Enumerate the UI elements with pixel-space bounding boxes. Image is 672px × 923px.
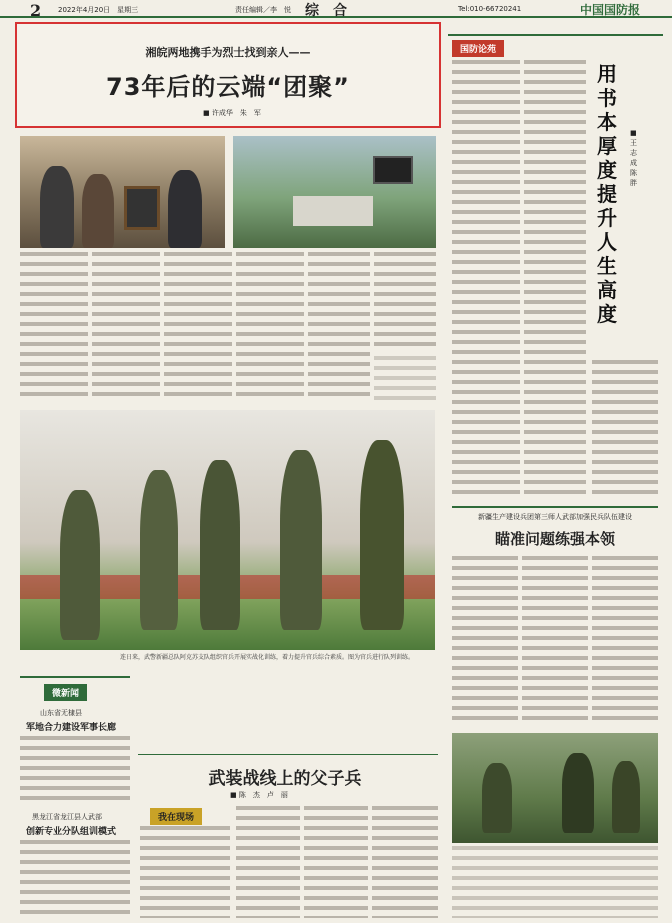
memorial-portrait-frame — [124, 186, 160, 230]
xinjiang-photo-caption — [452, 846, 658, 918]
contact-tel: Tel:010-66720241 — [458, 5, 522, 13]
paper-logo: 中国国防报 — [580, 3, 641, 17]
xinjiang-headline[interactable]: 瞄准问题练强本领 — [494, 530, 615, 548]
drill-training-photo — [20, 410, 435, 650]
bottom-text-col3 — [304, 806, 368, 918]
defense-forum-title[interactable]: 用书本厚度提升人生高度 — [597, 62, 617, 326]
cemetery-video-call-photo — [233, 136, 436, 248]
lead-byline: ■ 许成华 朱 军 — [203, 109, 261, 117]
xinjiang-kicker: 新疆生产建设兵团第三师人武部加强民兵队伍建设 — [478, 513, 632, 521]
family-portrait-photo — [20, 136, 225, 248]
lead-text-col4 — [236, 252, 304, 402]
bottom-text-col4 — [372, 806, 438, 918]
briefs-label: 微新闻 — [44, 684, 87, 701]
brief2-headline[interactable]: 创新专业分队组训模式 — [26, 827, 117, 837]
masthead — [0, 0, 672, 18]
forum-text-col3 — [592, 360, 658, 500]
brief1-text — [20, 736, 130, 806]
drill-photo-caption: 连日来，武警新疆总队阿克苏支队组织官兵开展实战化训练，着力提升官兵综合素质。图为官兵进行队列训练。 — [120, 654, 415, 661]
xinjiang-training-photo — [452, 733, 658, 843]
brief1-headline[interactable]: 军地合力建设军事长廊 — [26, 723, 117, 733]
section-title: 综 合 — [305, 3, 347, 19]
on-site-label: 我在现场 — [150, 808, 202, 825]
lead-kicker: 湘皖两地携手为烈士找到亲人—— — [145, 46, 311, 59]
brief1-kicker: 山东省无棣县 — [40, 709, 82, 717]
issue-date: 2022年4月20日 星期三 — [58, 6, 139, 14]
xinjiang-text-col2 — [522, 556, 588, 726]
lead-text-col2 — [92, 252, 160, 402]
lead-text-col5 — [308, 252, 370, 402]
xinjiang-text-col3 — [592, 556, 658, 726]
bottom-text-col1 — [140, 826, 230, 918]
phone-screen — [373, 156, 413, 184]
xinjiang-rule — [452, 506, 658, 508]
xinjiang-text-col1 — [452, 556, 518, 726]
lead-headline[interactable]: 73年后的云端“团聚” — [106, 73, 350, 101]
brief2-kicker: 黑龙江省龙江县人武部 — [32, 813, 102, 821]
bottom-rule — [138, 754, 438, 755]
lead-text-col3 — [164, 252, 232, 402]
defense-forum-author: ■王志成 陈 胖 — [630, 129, 644, 187]
editor-credit: 责任编辑／李 悦 — [235, 6, 291, 14]
bottom-headline[interactable]: 武装战线上的父子兵 — [208, 769, 362, 789]
lead-text-col6 — [374, 252, 436, 352]
page-number: 2 — [30, 1, 42, 20]
bottom-text-col2 — [236, 806, 300, 918]
forum-text-col1 — [452, 60, 520, 500]
brief2-text — [20, 840, 130, 918]
lead-text-col1 — [20, 252, 88, 402]
briefs-rule — [20, 676, 130, 678]
lead-headline-box[interactable] — [15, 22, 441, 128]
forum-text-col2 — [524, 60, 586, 500]
defense-forum-label: 国防论苑 — [452, 40, 504, 57]
bottom-byline: ■ 陈 杰 卢 丽 — [230, 791, 288, 799]
photo-credit-block — [374, 356, 436, 402]
